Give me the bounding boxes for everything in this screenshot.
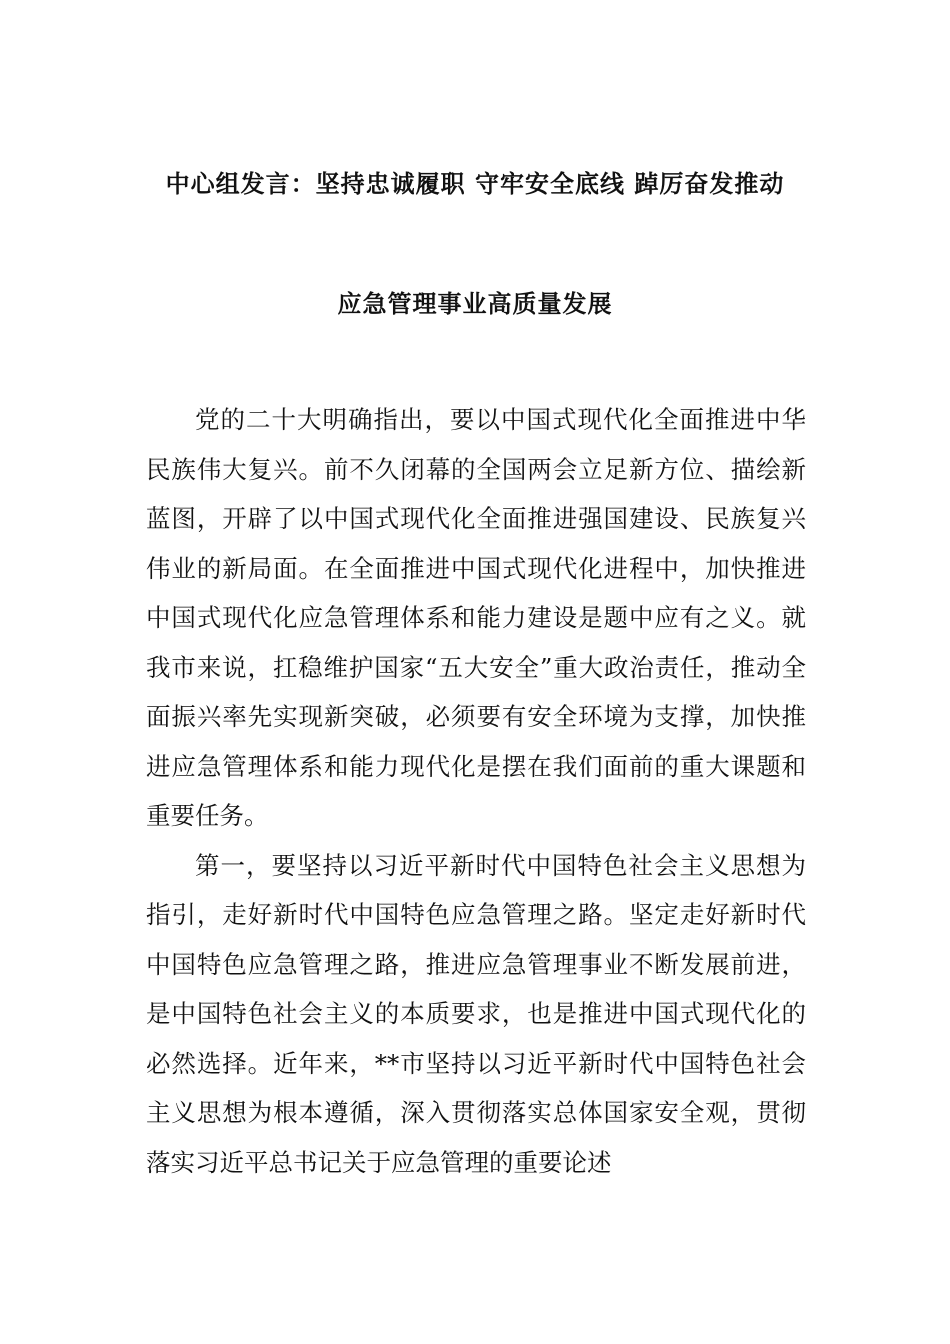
paragraph-2: 第一，要坚持以习近平新时代中国特色社会主义思想为指引，走好新时代中国特色应急管理之路。坚定走好新时代中国特色应急管理之路，推进应急管理事业不断发展前进，是中国特色社会主义的本质要求，也是推进中国式现代化的必然选择。近年来，**市坚持以习近平新时代中国特色社会主义思想为根本遵循，深入贯彻落实总体国家安全观，贯彻落实习近平总书记关于应急管理的重要论述 [146,850,806,1177]
document-body [146,395,806,1187]
paragraph-1: 党的二十大明确指出，要以中国式现代化全面推进中华民族伟大复兴。前不久闭幕的全国两会立足新方位、描绘新蓝图，开辟了以中国式现代化全面推进强国建设、民族复兴伟业的新局面。在全面推进中国式现代化进程中，加快推进中国式现代化应急管理体系和能力建设是题中应有之义。就我市来说，扛稳维护国家“五大安全”重大政治责任，推动全面振兴率先实现新突破，必须要有安全环境为支撑，加快推进应急管理体系和能力现代化是摆在我们面前的重大课题和重要任务。 [146,405,806,830]
document-title-line-2: 应急管理事业高质量发展 [337,290,613,318]
document-title-line-1: 中心组发言：坚持忠诚履职 守牢安全底线 踔厉奋发推动 [165,170,785,198]
